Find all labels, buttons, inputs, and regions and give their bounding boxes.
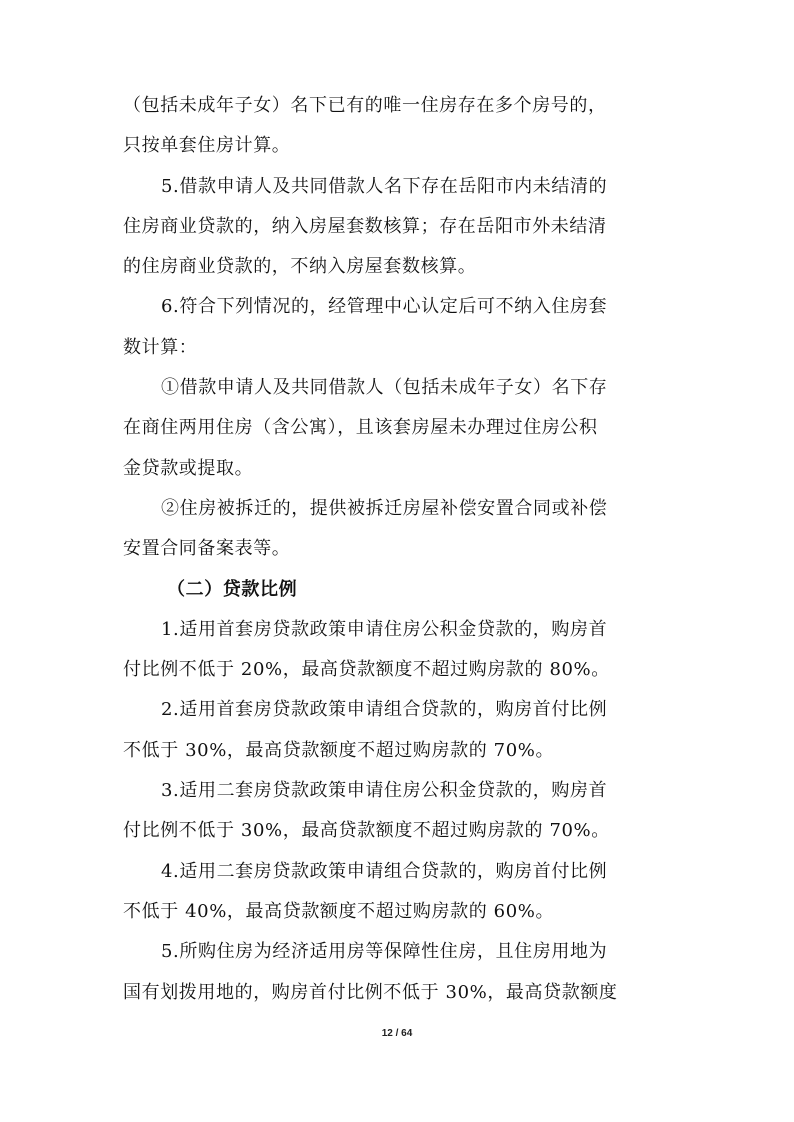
text-line: 住房商业贷款的，纳入房屋套数核算；存在岳阳市外未结清 (123, 215, 607, 237)
text-line: 在商住两用住房（含公寓），且该套房屋未办理过住房公积 (123, 417, 598, 439)
text-line: 只按单套住房计算。 (123, 135, 291, 157)
document-body (123, 86, 674, 1013)
text-line: 的住房商业贷款的，不纳入房屋套数核算。 (123, 256, 477, 278)
paragraph-subitem-2: ②住房被拆迁的，提供被拆迁房屋补偿安置合同或补偿 (161, 497, 608, 519)
paragraph-item-3: 3.适用二套房贷款政策申请住房公积金贷款的，购房首 (161, 780, 608, 802)
text-line: 国有划拨用地的，购房首付比例不低于 30%，最高贷款额度 (123, 981, 618, 1003)
text-line: 付比例不低于 20%，最高贷款额度不超过购房款的 80%。 (123, 659, 610, 681)
section-heading: （二）贷款比例 (167, 578, 298, 600)
text-line: 付比例不低于 30%，最高贷款额度不超过购房款的 70%。 (123, 820, 610, 842)
paragraph-item-2: 2.适用首套房贷款政策申请组合贷款的，购房首付比例 (161, 699, 608, 721)
paragraph-item-1: 1.适用首套房贷款政策申请住房公积金贷款的，购房首 (161, 618, 608, 640)
paragraph-item-4: 4.适用二套房贷款政策申请组合贷款的，购房首付比例 (161, 860, 608, 882)
text-line: 金贷款或提取。 (123, 457, 254, 479)
text-line: 不低于 30%，最高贷款额度不超过购房款的 70%。 (123, 739, 555, 761)
page-number: 12 / 64 (381, 1028, 413, 1039)
text-line: 不低于 40%，最高贷款额度不超过购房款的 60%。 (123, 900, 555, 922)
text-line: （包括未成年子女）名下已有的唯一住房存在多个房号的， (123, 95, 607, 116)
paragraph-item-6: 6.符合下列情况的，经管理中心认定后可不纳入住房套 (161, 296, 608, 318)
text-line: 安置合同备案表等。 (123, 538, 291, 560)
paragraph-subitem-1: ①借款申请人及共同借款人（包括未成年子女）名下存 (161, 377, 608, 399)
paragraph-item-5: 5.借款申请人及共同借款人名下存在岳阳市内未结清的 (161, 175, 608, 197)
paragraph-item-5b: 5.所购住房为经济适用房等保障性住房，且住房用地为 (161, 941, 608, 963)
text-line: 数计算： (123, 336, 198, 358)
